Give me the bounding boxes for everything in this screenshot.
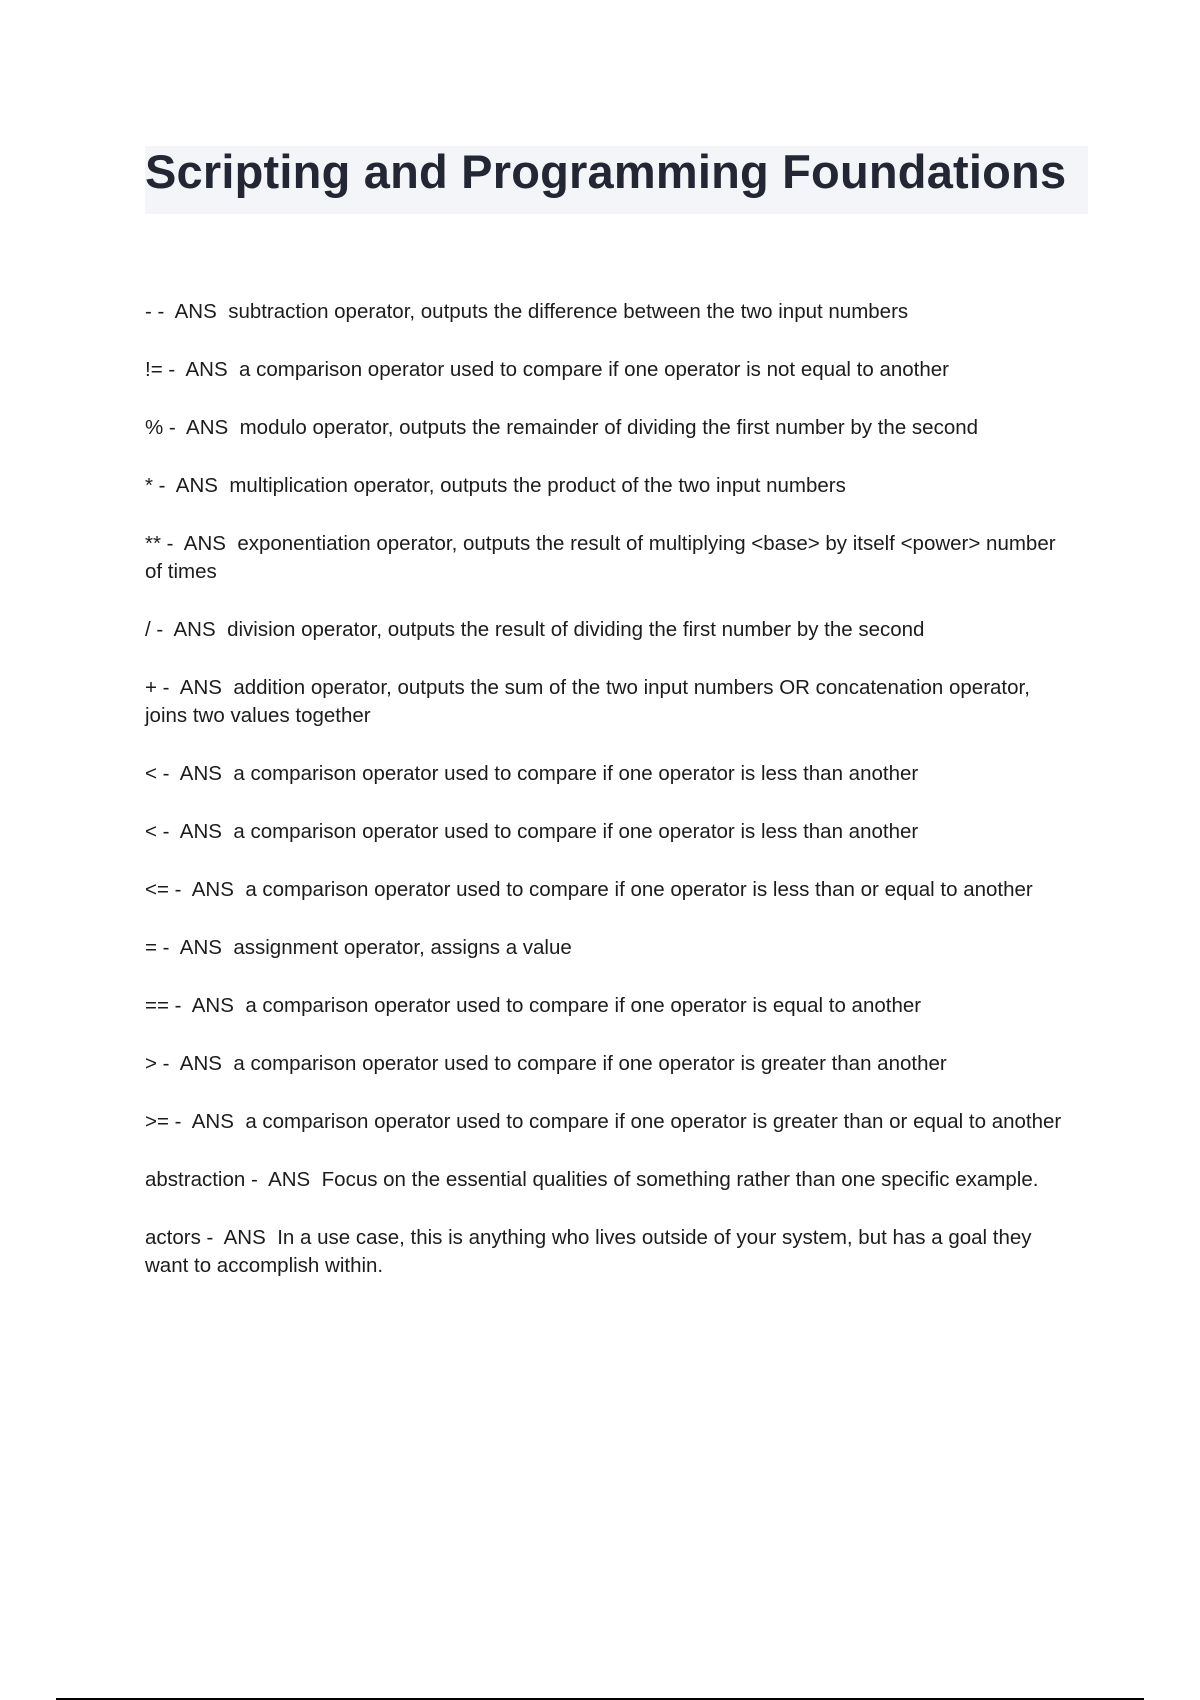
term-label: = — [145, 936, 157, 959]
answer-gap — [217, 300, 228, 323]
term-separator: - — [163, 416, 187, 439]
definition-item — [145, 298, 1065, 326]
term-separator: - — [156, 820, 180, 843]
term-label: > — [145, 1052, 157, 1075]
definition-item — [145, 992, 1065, 1020]
definition-item — [145, 356, 1065, 384]
term-separator: - — [245, 1168, 269, 1191]
term-separator: - — [156, 936, 180, 959]
definition-text: assignment operator, assigns a value — [233, 936, 572, 959]
term-label: actors — [145, 1226, 201, 1249]
definition-list — [145, 298, 1065, 1310]
definition-item — [145, 818, 1065, 846]
answer-marker: ANS — [223, 1226, 266, 1249]
answer-gap — [234, 1110, 245, 1133]
term-label: * — [145, 474, 153, 497]
definition-item — [145, 760, 1065, 788]
answer-marker: ANS — [173, 618, 216, 641]
answer-marker: ANS — [191, 994, 234, 1017]
definition-text: division operator, outputs the result of dividing the first number by the second — [227, 618, 925, 641]
definition-text: a comparison operator used to compare if one operator is not equal to another — [239, 358, 949, 381]
definition-item — [145, 472, 1065, 500]
term-separator: - — [168, 878, 192, 901]
definition-text: multiplication operator, outputs the product of the two input numbers — [229, 474, 846, 497]
answer-gap — [222, 676, 233, 699]
definition-item — [145, 530, 1065, 586]
answer-marker: ANS — [179, 820, 222, 843]
definition-item — [145, 414, 1065, 442]
definition-item — [145, 876, 1065, 904]
term-label: < — [145, 762, 157, 785]
term-separator: - — [150, 618, 174, 641]
term-label: >= — [145, 1110, 169, 1133]
definition-text: a comparison operator used to compare if one operator is less than or equal to another — [245, 878, 1033, 901]
page-title: Scripting and Programming Foundations — [145, 145, 1067, 198]
definition-text: a comparison operator used to compare if one operator is less than another — [233, 820, 919, 843]
answer-gap — [226, 532, 237, 555]
answer-gap — [234, 994, 245, 1017]
term-label: != — [145, 358, 163, 381]
definition-item — [145, 674, 1065, 730]
definition-item — [145, 934, 1065, 962]
answer-gap — [222, 762, 233, 785]
definition-text: a comparison operator used to compare if one operator is greater than another — [233, 1052, 947, 1075]
answer-marker: ANS — [179, 762, 222, 785]
term-label: == — [145, 994, 169, 1017]
definition-text: In a use case, this is anything who lives outside of your system, but has a goal they want to accomplish within. — [145, 1226, 1032, 1277]
definition-text: modulo operator, outputs the remainder of dividing the first number by the second — [239, 416, 979, 439]
term-label: <= — [145, 878, 169, 901]
term-separator: - — [162, 358, 186, 381]
answer-gap — [222, 936, 233, 959]
term-separator: - — [156, 762, 180, 785]
answer-marker: ANS — [183, 532, 226, 555]
term-separator: - — [156, 1052, 180, 1075]
answer-gap — [218, 474, 229, 497]
definition-item — [145, 1166, 1065, 1194]
term-label: / — [145, 618, 151, 641]
answer-marker: ANS — [268, 1168, 311, 1191]
term-label: ** — [145, 532, 161, 555]
answer-marker: ANS — [191, 1110, 234, 1133]
answer-gap — [234, 878, 245, 901]
term-label: abstraction — [145, 1168, 246, 1191]
definition-item — [145, 1224, 1065, 1280]
definition-item — [145, 1108, 1065, 1136]
term-separator: - — [156, 676, 180, 699]
answer-gap — [266, 1226, 277, 1249]
answer-marker: ANS — [175, 474, 218, 497]
answer-gap — [310, 1168, 321, 1191]
answer-gap — [228, 416, 239, 439]
term-separator: - — [168, 994, 192, 1017]
answer-gap — [222, 820, 233, 843]
answer-marker: ANS — [174, 300, 217, 323]
term-separator: - — [152, 474, 176, 497]
definition-text: a comparison operator used to compare if one operator is equal to another — [245, 994, 922, 1017]
term-label: < — [145, 820, 157, 843]
answer-marker: ANS — [185, 358, 228, 381]
answer-marker: ANS — [186, 416, 229, 439]
term-separator: - — [151, 300, 175, 323]
answer-marker: ANS — [191, 878, 234, 901]
term-label: + — [145, 676, 157, 699]
answer-gap — [228, 358, 239, 381]
answer-gap — [222, 1052, 233, 1075]
definition-text: a comparison operator used to compare if one operator is less than another — [233, 762, 919, 785]
definition-text: exponentiation operator, outputs the result of multiplying <base> by itself <power> number of times — [145, 532, 1056, 583]
definition-text: a comparison operator used to compare if one operator is greater than or equal to another — [245, 1110, 1062, 1133]
answer-marker: ANS — [179, 1052, 222, 1075]
definition-text: subtraction operator, outputs the difference between the two input numbers — [228, 300, 909, 323]
definition-item — [145, 1050, 1065, 1078]
term-separator: - — [160, 532, 184, 555]
definition-item — [145, 616, 1065, 644]
term-label: - — [145, 300, 152, 323]
term-label: % — [145, 416, 164, 439]
term-separator: - — [168, 1110, 192, 1133]
answer-gap — [216, 618, 227, 641]
definition-text: Focus on the essential qualities of something rather than one specific example. — [321, 1168, 1039, 1191]
term-separator: - — [200, 1226, 224, 1249]
answer-marker: ANS — [179, 936, 222, 959]
answer-marker: ANS — [179, 676, 222, 699]
definition-text: addition operator, outputs the sum of the two input numbers OR concatenation operator, joins two values together — [145, 676, 1030, 727]
